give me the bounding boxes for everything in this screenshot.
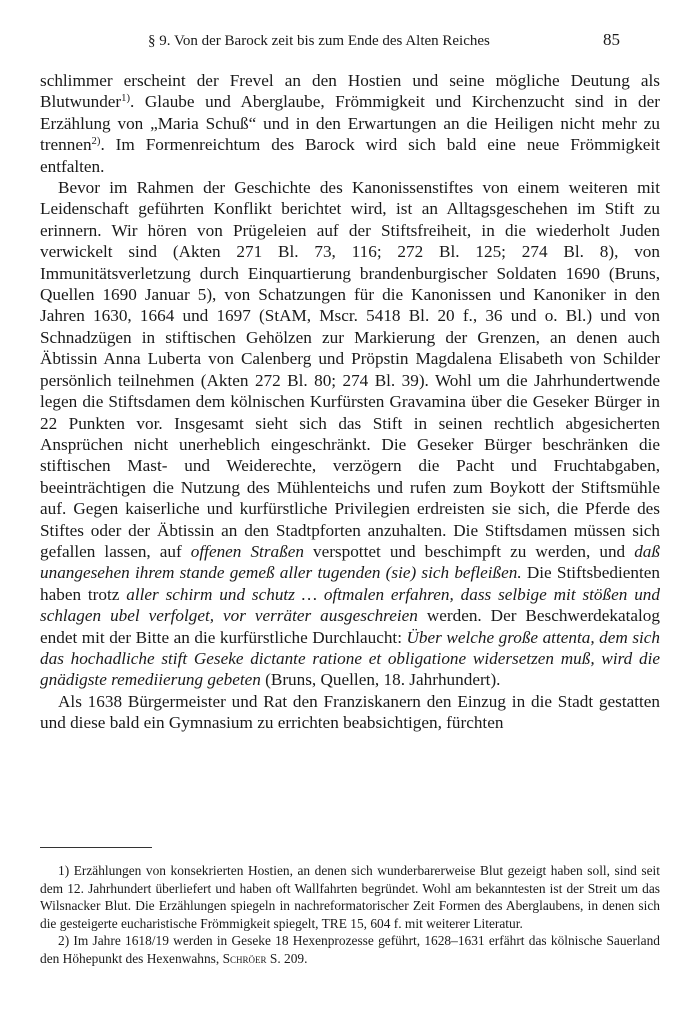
text-run: (Bruns, Quellen, 18. Jahrhundert).	[260, 670, 501, 690]
text-run: . Glaube und Aberglaube, Frömmigkeit und Kirchenzucht sind in der Erzählung von „Maria Schuß“ und in den Erwartungen an die Heiligen nicht mehr zu trennen	[40, 92, 660, 155]
text-run: . Im Formenreichtum des Barock wird sich bald eine neue Frömmigkeit entfalten.	[40, 135, 660, 176]
footnote-rule	[40, 847, 152, 848]
text-run: verspottet und beschimpft zu werden, und	[303, 541, 635, 561]
footnotes	[40, 862, 660, 968]
footnote-mark: 2)	[58, 933, 70, 949]
footnote-text: Erzählungen von konsekrierten Hostien, an denen sich wunderbarerweise Blut gezeigt haben soll, sind seit dem 12. Jahrhundert überliefert und haben oft Wallfahrten begründet. Wohl am bekanntesten ist der Streit um das Wilsnacker Blut. Die Erzählungen spiegeln in nachreformatorischer Zeit Formen des Aberglaubens, in denen sich die gesteigerte eucharistische Frömmigkeit spiegelt, TRE 15, 604 f. mit weiterer Literatur.	[40, 863, 660, 931]
paragraph-2	[40, 177, 660, 691]
text-run: Als 1638 Bürgermeister und Rat den Franziskanern den Einzug in die Stadt gestatten und diese bald ein Gymnasium zu errichten beabsichtigen, fürchten	[40, 691, 660, 733]
quotation: offenen Straßen	[190, 541, 304, 561]
footnote-text: S. 209.	[266, 950, 308, 966]
cited-author: Schröer	[222, 950, 267, 966]
text-run: Bevor im Rahmen der Geschichte des Kanonissenstiftes von einem weiteren mit Leidenschaft geführten Konflikt berichtet wird, ist an Alltagsgeschehen im Stift zu erinnern. Wir hören von Prügeleien auf der Stiftsfreiheit, in die wiederholt Juden verwickelt sind (Akten 271 Bl. 73, 116; 272 Bl. 125; 274 Bl. 8), von Immunitätsverletzung durch Einquartierung brandenburgischer Soldaten 1690 (Bruns, Quellen 1690 Januar 5), von Schatzungen für die Kanonissen und Kanoniker in den Jahren 1630, 1664 und 1697 (StAM, Mscr. 5418 Bl. 20 f., 36 und o. Bl.) und von Schnadzügen in stiftischen Gehölzen zur Markierung der Grenzen, an denen auch Äbtissin Anna Luberta von Calenberg und Pröpstin Magdalena Elisabeth von Schilder persönlich teilnehmen (Akten 272 Bl. 80; 274 Bl. 39). Wohl um die Jahrhundertwende legen die Stiftsdamen dem kölnischen Kurfürsten Gravamina über die Geseker Bürger in 22 Punkten vor. Insgesamt sieht sich das Stift in seinen rechtlich abgesicherten Ansprüchen nicht unerheblich eingeschränkt. Die Geseker Bürger beschränken die stiftischen Mast- und Weiderechte, verzögern die Pacht und Fruchtabgaben, beeinträchtigen die Nutzung des Mühlenteichs und rufen zum Boykott der Stiftsmühle auf. Gegen kaiserliche und kurfürstliche Privilegien erdreisten sie sich, die Pferde des Stiftes oder der Äbtissin an den Stadtpforten anzuhalten. Die Stiftsdamen müssen sich gefallen lassen, auf	[40, 178, 660, 561]
running-header	[148, 30, 620, 54]
footnote-ref-2: 2)	[91, 136, 101, 148]
footnote-text: Im Jahre 1618/19 werden in Geseke 18 Hexenprozesse geführt, 1628–1631 erfährt das kölnische Sauerland den Höhepunkt des Hexenwahns,	[40, 933, 660, 966]
paragraph-3	[40, 691, 660, 734]
page-number: 85	[603, 30, 620, 49]
text-run: schlimmer erscheint der Frevel an den Hostien und seine mögliche Deutung als Blutwunder	[40, 71, 660, 112]
running-title: § 9. Von der Barock zeit bis zum Ende des Alten Reiches	[148, 33, 490, 49]
text-run: Die Stiftsbedienten haben trotz	[40, 563, 660, 604]
footnote-1	[40, 862, 660, 932]
quotation: aller schirm und schutz … oftmalen erfahren, dass selbige mit stößen und schlagen ubel verfolget, vor verräter ausgeschreien	[40, 584, 660, 626]
text-run: werden. Der Beschwerdekatalog endet mit der Bitte an die kurfürstliche Durchlaucht:	[40, 606, 660, 647]
quotation: Über welche große attenta, dem sich das hochadliche stift Geseke dictante ratione et obligatione widersetzen muß, wird die gnädigste remediierung gebeten	[40, 627, 661, 690]
main-text	[40, 70, 660, 734]
footnote-mark: 1)	[58, 863, 70, 878]
quotation: daß unangesehen ihrem stande gemeß aller tugenden (sie) sich befleißen.	[40, 541, 660, 583]
footnote-ref-1: 1)	[121, 93, 131, 105]
footnote-2	[40, 932, 660, 967]
paragraph-1	[40, 70, 660, 177]
